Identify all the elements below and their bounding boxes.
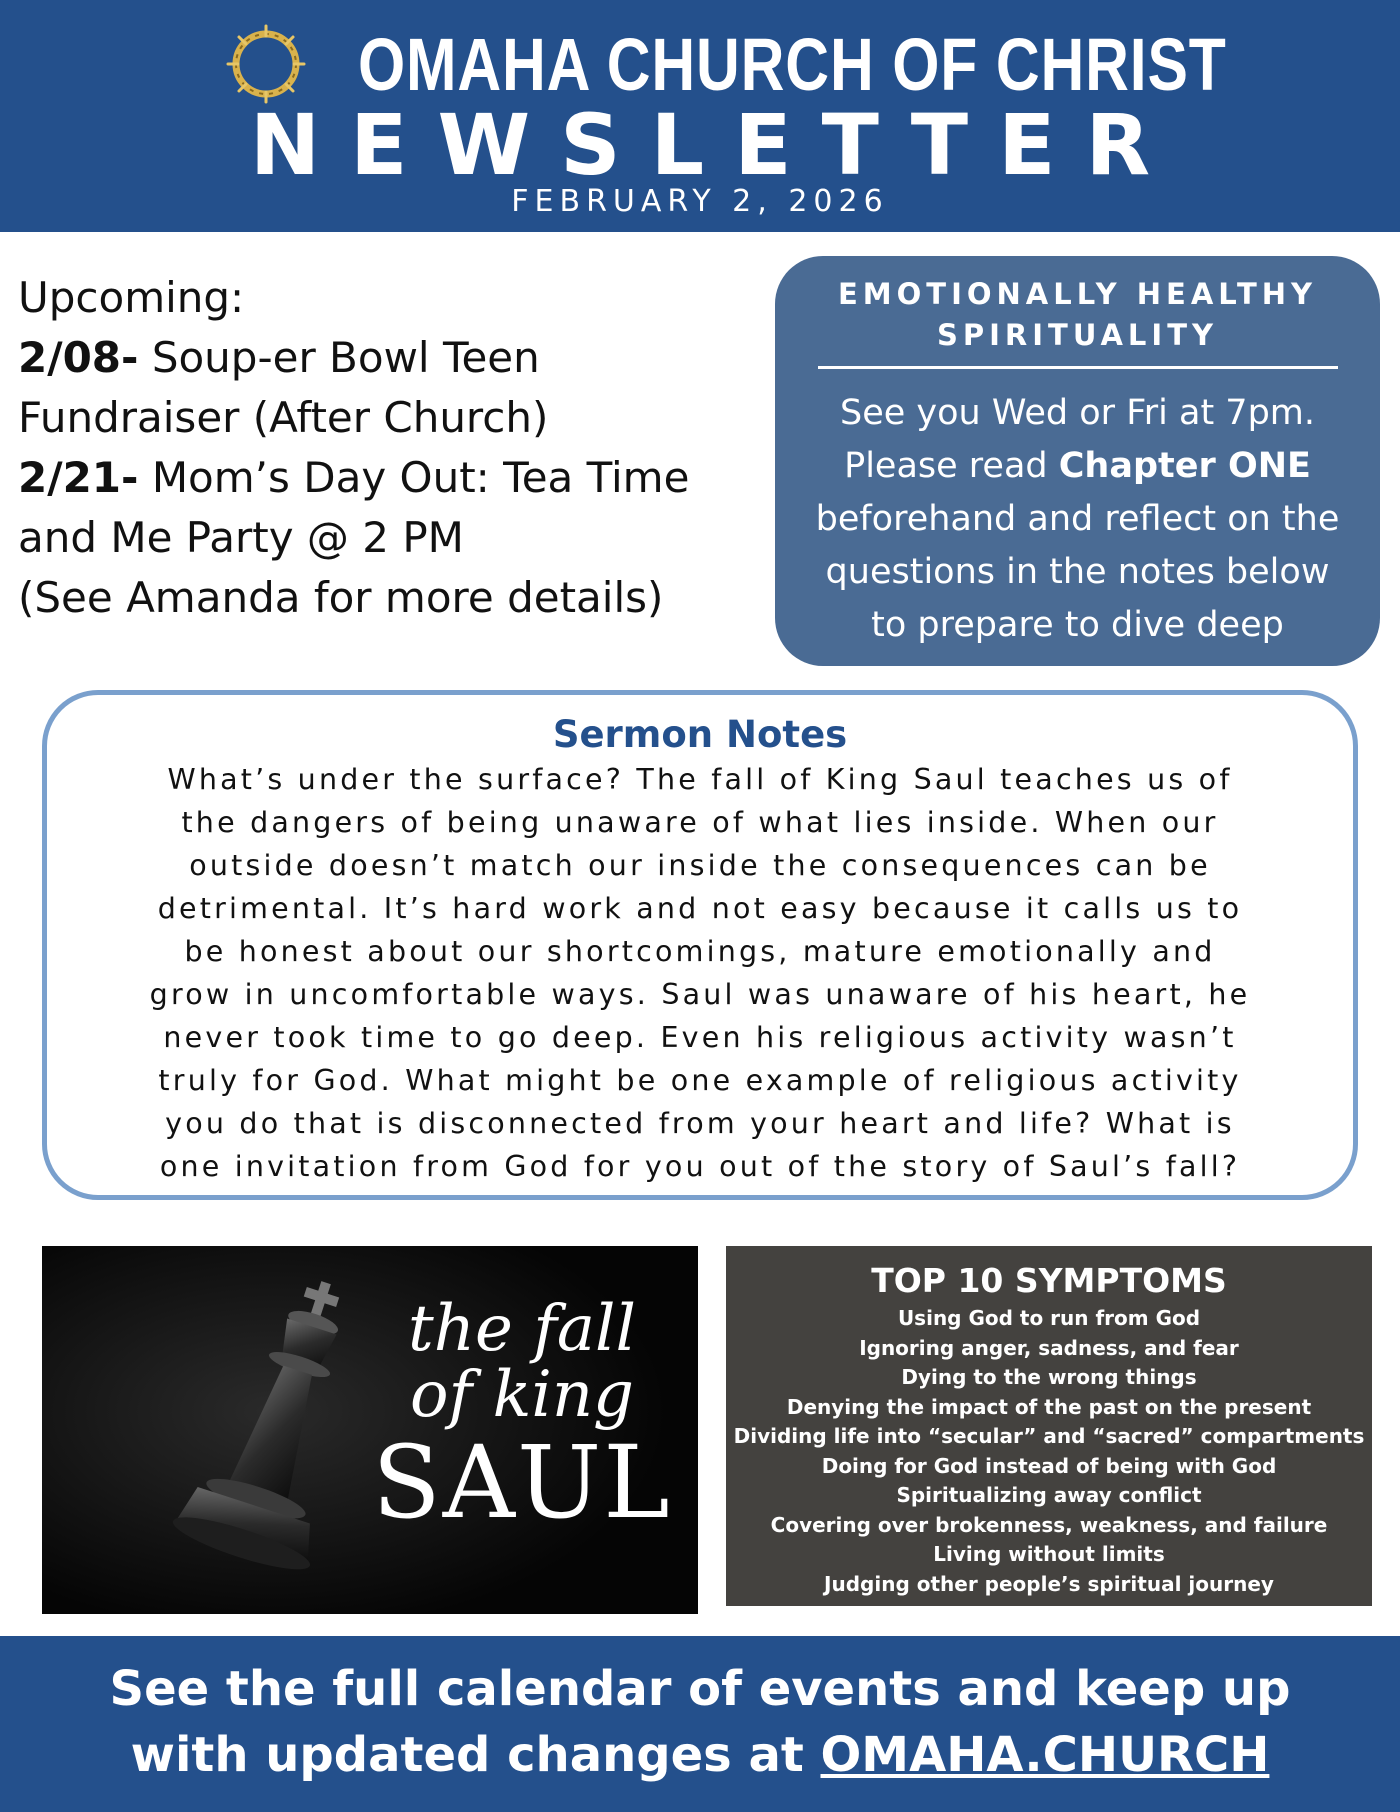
footer-line (0, 1722, 1400, 1788)
ehs-chapter: Chapter ONE (1058, 446, 1311, 486)
ehs-title-line: SPIRITUALITY (937, 318, 1218, 352)
event-date: 2/08- (18, 333, 139, 382)
sermon-line: grow in uncomfortable ways. Saul was unaware of his heart, he (149, 978, 1251, 1011)
list-item: Judging other people’s spiritual journey (824, 1571, 1274, 1596)
sermon-title: Sermon Notes (552, 713, 848, 756)
event-date: 2/21- (18, 453, 139, 502)
saul-title-name: SAUL (372, 1424, 672, 1541)
saul-title-line: of king (410, 1358, 634, 1432)
sermon-line: never took time to go deep. Even his religious activity wasn’t (163, 1021, 1237, 1054)
list-item: Ignoring anger, sadness, and fear (859, 1335, 1239, 1360)
list-item: Dying to the wrong things (901, 1365, 1197, 1389)
org-name: OMAHA CHURCH OF CHRIST (358, 22, 1227, 106)
symptoms-list (726, 1304, 1372, 1599)
sermon-body (47, 758, 1353, 1188)
newsletter-header (0, 0, 1400, 232)
upcoming-events (18, 268, 758, 628)
sermon-line: detrimental. It’s hard work and not easy because it calls us to (157, 892, 1243, 925)
website-link[interactable]: OMAHA.CHURCH (820, 1727, 1270, 1783)
footer-text: with updated changes at (130, 1727, 821, 1783)
list-item: Spiritualizing away conflict (896, 1483, 1202, 1507)
event-item (18, 328, 758, 388)
fall-of-king-saul-image (42, 1246, 698, 1614)
sermon-line: the dangers of being unaware of what lies inside. When our (181, 806, 1219, 839)
sermon-line: truly for God. What might be one example of religious activity (158, 1064, 1242, 1097)
list-item: Covering over brokenness, weakness, and failure (770, 1512, 1328, 1537)
sermon-line: What’s under the surface? The fall of King Saul teaches us of (167, 763, 1233, 796)
top-symptoms-box (726, 1246, 1372, 1606)
saul-title (372, 1292, 672, 1541)
crown-of-thorns-icon (222, 20, 310, 108)
sermon-line: be honest about our shortcomings, mature emotionally and (184, 935, 1216, 968)
sermon-notes-box (42, 690, 1358, 1200)
ehs-line: questions in the notes below (825, 552, 1330, 592)
event-text: Soup-er Bowl Teen (151, 333, 540, 382)
event-item (18, 448, 758, 508)
ehs-title-line: EMOTIONALLY HEALTHY (837, 277, 1318, 311)
event-text: (See Amanda for more details) (18, 573, 664, 622)
event-text: Fundraiser (After Church) (18, 393, 549, 442)
sermon-line: outside doesn’t match our inside the consequences can be (189, 849, 1211, 882)
sermon-line: one invitation from God for you out of the story of Saul’s fall? (159, 1150, 1241, 1183)
sermon-line: you do that is disconnected from your heart and life? What is (165, 1107, 1235, 1140)
event-text: and Me Party @ 2 PM (18, 513, 464, 562)
list-item: Doing for God instead of being with God (821, 1453, 1277, 1478)
ehs-line: to prepare to dive deep (871, 605, 1284, 645)
symptoms-title: TOP 10 SYMPTOMS (871, 1261, 1227, 1300)
ehs-title (818, 274, 1338, 369)
ehs-line: beforehand and reflect on the (815, 499, 1340, 539)
list-item: Living without limits (933, 1542, 1165, 1566)
saul-title-line: the fall (408, 1292, 636, 1366)
list-item: Dividing life into “secular” and “sacred” compartments (733, 1424, 1365, 1448)
newsletter-date: FEBRUARY 2, 2026 (511, 184, 889, 219)
footer-banner (0, 1636, 1400, 1812)
ehs-line: See you Wed or Fri at 7pm. (839, 393, 1316, 433)
upcoming-heading: Upcoming: (18, 273, 245, 322)
list-item: Denying the impact of the past on the present (786, 1394, 1312, 1419)
ehs-callout (775, 256, 1380, 666)
ehs-text: Please read (844, 446, 1059, 486)
newsletter-title: NEWSLETTER (249, 96, 1181, 194)
list-item: Using God to run from God (897, 1306, 1201, 1330)
ehs-line (775, 440, 1380, 493)
footer-line: See the full calendar of events and keep up (109, 1661, 1291, 1717)
ehs-body (775, 387, 1380, 652)
event-text: Mom’s Day Out: Tea Time (151, 453, 690, 502)
